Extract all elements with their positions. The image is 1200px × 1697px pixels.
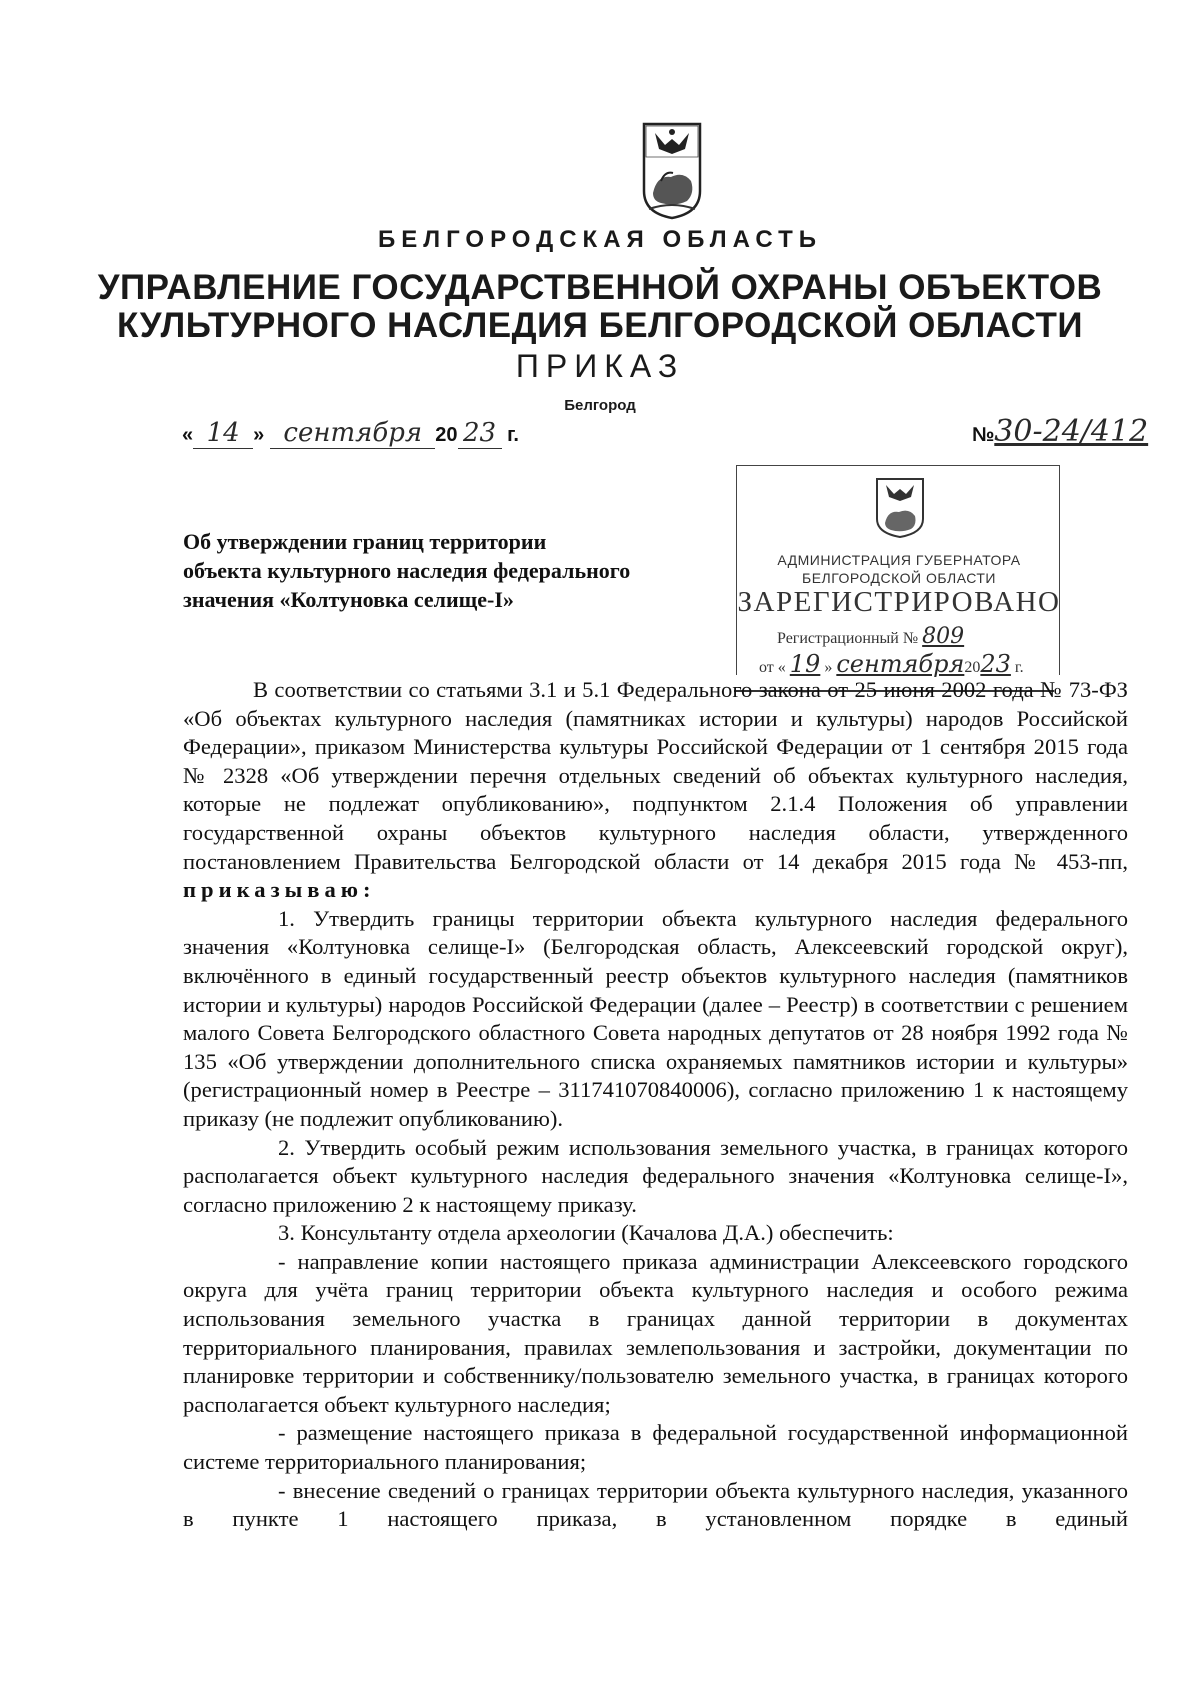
subject-line3: значения «Колтуновка селище-I» (183, 587, 514, 612)
subject-line2: объекта культурного наследия федерального (183, 558, 631, 583)
item-3: 3. Консультанту отдела археологии (Качалова Д.А.) обеспечить: (278, 1220, 894, 1246)
subject-line1: Об утверждении границ территории (183, 529, 547, 554)
stamp-reg-number: 809 (922, 624, 965, 649)
order-number-label: № (972, 424, 995, 446)
item-1: 1. Утвердить границы территории объекта культурного наследия федерального значения «Колтуновка селище-I» (Белгородская область, Алексеевский городской округ), включённого в единый государственный реестр объектов культурного наследия (памятников истории и культуры) народов Российской Федерации (далее – Реестр) в соответствии с решением малого Совета Белгородского областного Совета народных депутатов от 28 ноября 1992 года № 135 «Об утверждении дополнительного списка охраняемых памятников истории и культуры» (регистрационный номер в Реестре – 311741070840006), согласно приложению 1 к настоящему приказу (не подлежит опубликованию). (183, 905, 1128, 1131)
order-body (183, 676, 1128, 1534)
date-month: сентября (283, 418, 423, 448)
document-type: ПРИКАЗ (515, 348, 685, 384)
stamp-coat-of-arms-icon (875, 477, 925, 539)
intro-paragraph (183, 676, 1128, 905)
belgorod-coat-of-arms-icon (641, 121, 703, 220)
date-open-quote: « (182, 424, 194, 446)
stamp-date (759, 650, 1024, 678)
order-subject (183, 527, 630, 614)
item-2: 2. Утвердить особый режим использования земельного участка, в границах которого располагается объект культурного наследия федерального значения «Колтуновка селище-I», согласно приложению 2 к настоящему приказу. (183, 1134, 1128, 1217)
stamp-from-label: от « (759, 659, 786, 676)
stamp-year-prefix: 20 (964, 659, 981, 676)
item-3-subitem-b: - размещение настоящего приказа в федеральной государственной информационной системе территориального планирования; (183, 1420, 1128, 1475)
date-close-quote: » (253, 424, 265, 446)
stamp-registered-label: ЗАРЕГИСТРИРОВАНО (737, 586, 1061, 618)
stamp-year-unit: г. (1014, 659, 1024, 676)
date-year-unit: г. (507, 424, 519, 446)
region-title: БЕЛГОРОДСКАЯ ОБЛАСТЬ (378, 226, 822, 253)
organization-name-line1: УПРАВЛЕНИЕ ГОСУДАРСТВЕННОЙ ОХРАНЫ ОБЪЕКТОВ (97, 268, 1103, 307)
city-label: Белгород (564, 397, 636, 414)
item-3-subitem-a: - направление копии настоящего приказа администрации Алексеевского городского округа для учёта границ территории объекта культурного наследия и особого режима использования земельного участка в границах данной территории в документах территориального планирования, правилах землепользования и застройки, документации по планировке территории и собственнику/пользователю земельного участка, в границах которого располагается объект культурного наследия; (183, 1248, 1128, 1417)
order-word: приказываю: (183, 877, 376, 903)
item-3-subitem-c: - внесение сведений о границах территории объекта культурного наследия, указанного в пункте 1 настоящего приказа, в установленном порядке в единый (183, 1477, 1128, 1532)
stamp-reg-label: Регистрационный № (777, 630, 919, 647)
stamp-registration-number (777, 624, 964, 649)
order-date (182, 418, 519, 454)
stamp-day: 19 (789, 650, 821, 678)
order-number (972, 414, 1148, 449)
date-day: 14 (206, 418, 240, 448)
stamp-administration-line2: БЕЛГОРОДСКОЙ ОБЛАСТИ (802, 570, 996, 586)
organization-name-line2: КУЛЬТУРНОГО НАСЛЕДИЯ БЕЛГОРОДСКОЙ ОБЛАСТИ (116, 306, 1084, 345)
date-year-suffix: 23 (462, 418, 497, 448)
order-number-value: 30-24/412 (994, 414, 1149, 449)
stamp-administration-line1: АДМИНИСТРАЦИЯ ГУБЕРНАТОРА (777, 552, 1021, 568)
date-year-prefix: 20 (435, 424, 458, 446)
stamp-close-quote: » (824, 659, 833, 676)
intro-text: В соответствии со статьями 3.1 и 5.1 Федерального закона от 25 июня 2002 года № 73-ФЗ «Об объектах культурного наследия (памятниках истории и культуры) народов Российской Федерации», приказом Министерства культуры Российской Федерации от 1 сентября 2015 года № 2328 «Об утверждении перечня отдельных сведений об объектах культурного наследия, которые не подлежат опубликованию», подпунктом 2.1.4 Положения об управлении государственной охраны объектов культурного наследия области, утвержденного постановлением Правительства Белгородской области от 14 декабря 2015 года № 453-пп, (183, 677, 1128, 874)
stamp-month: сентября (836, 650, 965, 678)
stamp-year-suffix: 23 (980, 650, 1011, 678)
registration-stamp (736, 465, 1061, 678)
